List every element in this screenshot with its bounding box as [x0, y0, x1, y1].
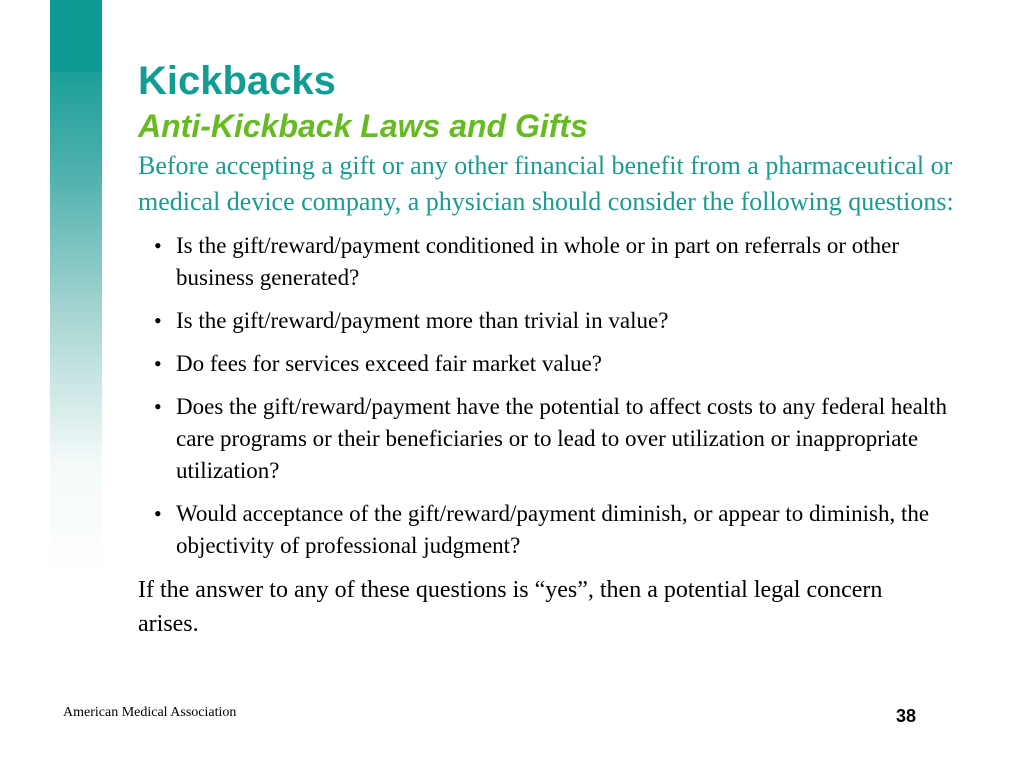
question-list [138, 230, 978, 562]
question-text: Is the gift/reward/payment more than trivial in value? [176, 308, 669, 333]
bullet-icon: • [154, 501, 162, 526]
question-text: Would acceptance of the gift/reward/payment diminish, or appear to diminish, the objectivity of professional judgment? [176, 501, 930, 558]
question-text: Do fees for services exceed fair market value? [176, 351, 602, 376]
page-number: 38 [896, 706, 917, 726]
slide-title: Kickbacks [138, 59, 336, 103]
slide-content [138, 56, 978, 641]
bullet-icon: • [154, 233, 162, 258]
list-item [138, 305, 956, 337]
bullet-icon: • [154, 351, 162, 376]
footer-organization: American Medical Association [63, 705, 237, 720]
list-item [138, 498, 956, 562]
bullet-icon: • [154, 308, 162, 333]
bullet-icon: • [154, 394, 162, 419]
list-item [138, 230, 956, 294]
conclusion-text: If the answer to any of these questions is “yes”, then a potential legal concern arises. [138, 577, 883, 637]
list-item [138, 348, 956, 380]
intro-text: Before accepting a gift or any other financial benefit from a pharmaceutical or medical device company, a physician should consider the following questions: [138, 151, 954, 216]
slide-subtitle: Anti-Kickback Laws and Gifts [138, 108, 588, 144]
decorative-side-bar-top [50, 0, 102, 72]
question-text: Does the gift/reward/payment have the potential to affect costs to any federal health care programs or their beneficiaries or to lead to over utilization or inappropriate utilization? [176, 394, 948, 483]
list-item [138, 391, 956, 487]
question-text: Is the gift/reward/payment conditioned in whole or in part on referrals or other business generated? [176, 233, 899, 290]
decorative-side-bar [50, 0, 102, 580]
